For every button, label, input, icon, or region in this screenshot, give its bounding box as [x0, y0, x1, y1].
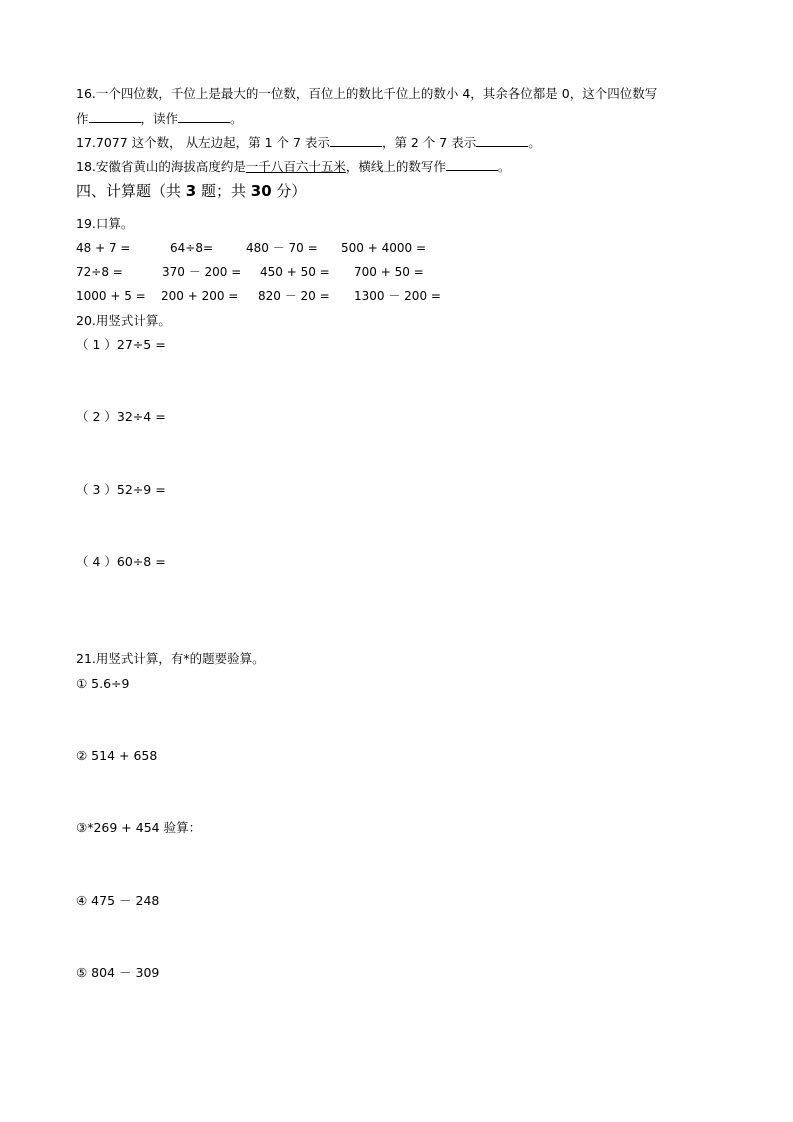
oral-calc-item: 820 － 20 =: [258, 289, 330, 303]
vertical-calc-item: ① 5.6÷9: [76, 676, 130, 691]
answer-blank[interactable]: [446, 158, 498, 171]
oral-calc-item: 1000 + 5 =: [76, 289, 146, 303]
oral-calc-item: 64÷8=: [170, 241, 214, 255]
vertical-calc-item: ② 514 + 658: [76, 748, 158, 763]
oral-calc-item: 480 － 70 =: [246, 241, 318, 255]
q17-line: 17.7077 这个数， 从左边起，第 1 个 7 表示 ，第 2 个 7 表示 。: [76, 135, 541, 150]
vertical-calc-item: （ 1 ）27÷5 =: [76, 337, 166, 352]
answer-blank[interactable]: [89, 110, 141, 123]
vertical-calc-item: ④ 475 － 248: [76, 893, 160, 908]
underlined-text: 一千八百六十五米: [245, 159, 346, 174]
oral-calc-item: 1300 － 200 =: [354, 289, 441, 303]
oral-calc-item: 500 + 4000 =: [341, 241, 426, 255]
q16-line-1: [76, 86, 657, 102]
vertical-calc-item: （ 2 ）32÷4 =: [76, 409, 166, 424]
vertical-calc-item: ③*269 + 454 验算：: [76, 820, 202, 835]
answer-blank[interactable]: [178, 110, 230, 123]
answer-blank[interactable]: [476, 134, 528, 147]
vertical-calc-item: （ 3 ）52÷9 =: [76, 482, 166, 497]
oral-calc-item: 700 + 50 =: [354, 265, 424, 279]
q21-title: 21.用竖式计算，有*的题要验算。: [76, 651, 265, 666]
q20-title: 20.用竖式计算。: [76, 313, 171, 328]
q19-title: 19.口算。: [76, 216, 134, 231]
oral-calc-item: 370 － 200 =: [162, 265, 242, 279]
answer-blank[interactable]: [330, 134, 382, 147]
oral-calc-item: 450 + 50 =: [260, 265, 330, 279]
section-heading: 四、计算题（共 3 题；共 30 分）: [76, 182, 307, 200]
oral-calc-item: 72÷8 =: [76, 265, 123, 279]
oral-calc-item: 200 + 200 =: [161, 289, 239, 303]
vertical-calc-item: （ 4 ）60÷8 =: [76, 554, 166, 569]
q16-text: 16.一个四位数，千位上是最大的一位数，百位上的数比千位上的数小 4，其余各位都是 0，这个四位数写: [76, 86, 658, 101]
oral-calc-item: 48 + 7 =: [76, 241, 131, 255]
q16-line-2: 作 ，读作 。: [76, 111, 243, 126]
q18-line: 18.安徽省黄山的海拔高度约是一千八百六十五米，横线上的数写作 。: [76, 159, 511, 174]
vertical-calc-item: ⑤ 804 － 309: [76, 965, 160, 980]
